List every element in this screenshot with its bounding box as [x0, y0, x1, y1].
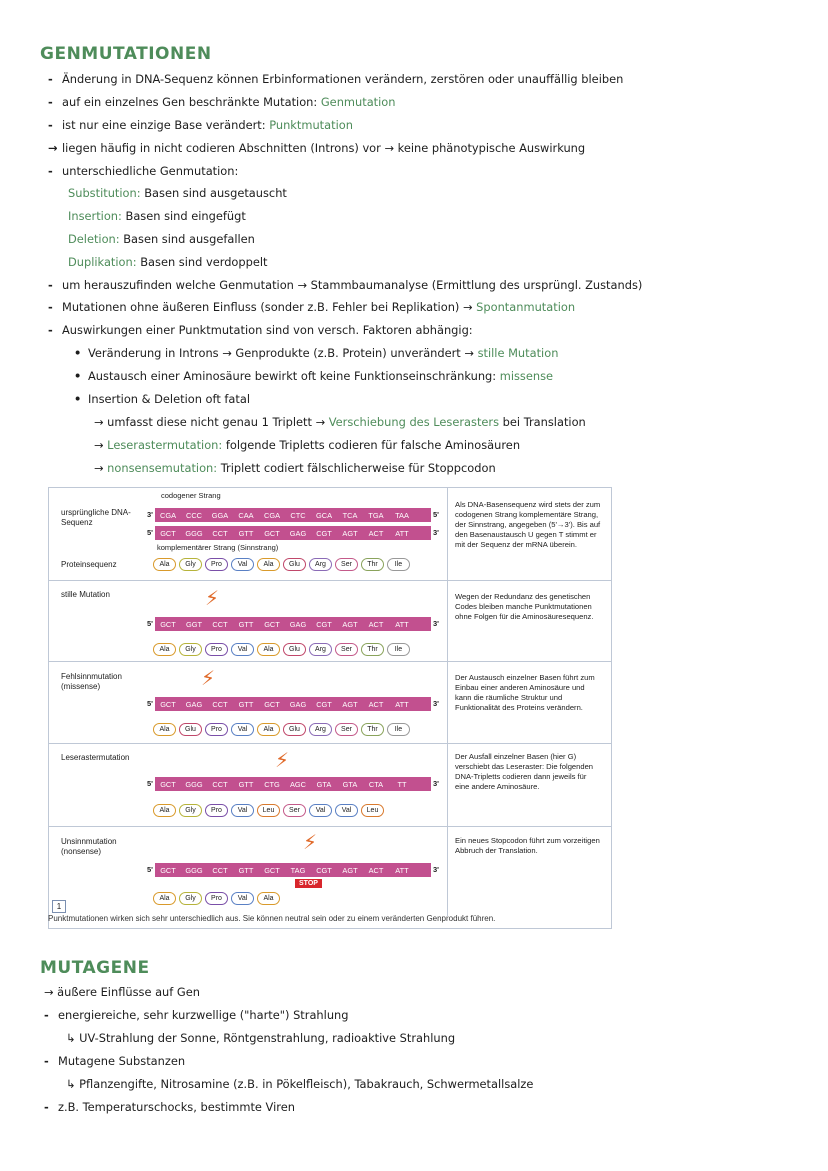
amino-acid: Ala — [153, 558, 176, 571]
note-line: - Mutagene Substanzen — [44, 1054, 186, 1068]
codon: AGT — [342, 619, 358, 629]
lightning-icon: ⚡ — [275, 748, 290, 772]
codon: GTT — [238, 619, 254, 629]
amino-acid-sequence — [153, 643, 413, 656]
amino-acid: Gly — [179, 643, 202, 656]
sense-strand — [155, 777, 431, 791]
codon: GAG — [289, 699, 307, 709]
mutation-type: Duplikation: Basen sind verdoppelt — [68, 255, 268, 269]
bullet-line: • Insertion & Deletion oft fatal — [74, 392, 251, 406]
codon: GCT — [160, 619, 176, 629]
amino-acid: Ala — [153, 892, 176, 905]
amino-acid: Ala — [257, 723, 280, 736]
note-line: ↳ Pflanzengifte, Nitrosamine (z.B. in Pökelfleisch), Tabakrauch, Schwermetallsalze — [66, 1077, 534, 1091]
codon: CCT — [212, 528, 228, 538]
figure-number: 1 — [52, 900, 66, 913]
prime-label: 5' — [147, 619, 153, 628]
amino-acid: Glu — [283, 723, 306, 736]
amino-acid: Val — [335, 804, 358, 817]
row-label-frameshift: Leserastermutation — [61, 753, 130, 762]
codon: AGT — [342, 865, 358, 875]
note-line: - um herauszufinden welche Genmutation → Stammbaumanalyse (Ermittlung des ursprüngl. Zustands) — [48, 278, 643, 292]
row-label-protein: Proteinsequenz — [61, 560, 117, 569]
amino-acid-sequence — [153, 804, 387, 817]
amino-acid: Thr — [361, 643, 384, 656]
note-line: - auf ein einzelnes Gen beschränkte Mutation: Genmutation — [48, 95, 396, 109]
note-line: → äußere Einflüsse auf Gen — [44, 985, 200, 999]
codon: TAG — [290, 865, 306, 875]
codon: ACT — [368, 619, 384, 629]
amino-acid: Leu — [257, 804, 280, 817]
codon: GCT — [160, 779, 176, 789]
row-label-silent: stille Mutation — [61, 590, 110, 599]
codon: GAG — [289, 528, 307, 538]
codon: CCT — [212, 699, 228, 709]
note-line: → liegen häufig in nicht codieren Abschnitten (Introns) vor → keine phänotypische Auswirkung — [48, 141, 586, 155]
amino-acid: Val — [231, 892, 254, 905]
codon: CCT — [212, 865, 228, 875]
codon: CTA — [368, 779, 384, 789]
prime-label: 5' — [147, 865, 153, 874]
prime-label: 5' — [147, 779, 153, 788]
codon: GAG — [185, 699, 203, 709]
codon: GTA — [316, 779, 332, 789]
codon: GGG — [185, 779, 203, 789]
amino-acid: Pro — [205, 558, 228, 571]
note-line: - unterschiedliche Genmutation: — [48, 164, 239, 178]
codon: ATT — [395, 528, 409, 538]
note-line: - Änderung in DNA-Sequenz können Erbinformationen verändern, zerstören oder unauffällig bleiben — [48, 72, 624, 86]
sense-strand — [155, 617, 431, 631]
codon: ATT — [395, 865, 409, 875]
note-line: - ist nur eine einzige Base verändert: Punktmutation — [48, 118, 353, 132]
amino-acid-sequence — [153, 723, 413, 736]
arrow-line: → umfasst diese nicht genau 1 Triplett → Verschiebung des Leserasters bei Translation — [94, 415, 586, 429]
codon: CCC — [185, 510, 202, 520]
amino-acid: Ala — [257, 643, 280, 656]
divider — [447, 488, 448, 916]
amino-acid: Ile — [387, 723, 410, 736]
codon: GCT — [160, 699, 176, 709]
description: Der Austausch einzelner Basen führt zum Einbau einer anderen Aminosäure und kann die räumliche Struktur und Funktionalität des Proteins verändern. — [455, 673, 595, 712]
codon: CGT — [316, 619, 332, 629]
amino-acid: Ser — [335, 723, 358, 736]
note-line: - Auswirkungen einer Punktmutation sind von versch. Faktoren abhängig: — [48, 323, 473, 337]
codon: GTT — [238, 528, 254, 538]
codon: ACT — [368, 699, 384, 709]
prime-label: 3' — [147, 510, 153, 519]
lightning-icon: ⚡ — [201, 666, 216, 690]
codon: GTT — [238, 699, 254, 709]
codon: ACT — [368, 528, 384, 538]
amino-acid: Thr — [361, 723, 384, 736]
codon: CTC — [290, 510, 306, 520]
mutation-type: Substitution: Basen sind ausgetauscht — [68, 186, 287, 200]
amino-acid: Ala — [153, 643, 176, 656]
codon: AGC — [289, 779, 306, 789]
codon: GCT — [264, 619, 280, 629]
codon: GCT — [160, 528, 176, 538]
bullet-line: • Veränderung in Introns → Genprodukte (z.B. Protein) unverändert → stille Mutation — [74, 346, 559, 360]
amino-acid: Pro — [205, 892, 228, 905]
lightning-icon: ⚡ — [205, 586, 220, 610]
amino-acid: Ser — [283, 804, 306, 817]
codon: GCT — [160, 865, 176, 875]
note-line: - z.B. Temperaturschocks, bestimmte Viren — [44, 1100, 295, 1114]
note-line: ↳ UV-Strahlung der Sonne, Röntgenstrahlung, radioaktive Strahlung — [66, 1031, 456, 1045]
amino-acid: Val — [309, 804, 332, 817]
mutation-type: Insertion: Basen sind eingefügt — [68, 209, 246, 223]
amino-acid: Val — [231, 558, 254, 571]
row-label-original: ursprüngliche DNA-Sequenz — [61, 508, 131, 527]
section-title-mutagene: MUTAGENE — [40, 958, 150, 978]
amino-acid: Val — [231, 643, 254, 656]
prime-label: 5' — [147, 528, 153, 537]
codon: GAG — [289, 619, 307, 629]
description: Wegen der Redundanz des genetischen Codes bleiben manche Punktmutationen ohne Folgen für die Aminosäuresequenz. — [455, 592, 594, 621]
point-mutation-figure — [48, 487, 612, 929]
codon: GCA — [315, 510, 332, 520]
codon: GGA — [211, 510, 229, 520]
amino-acid: Leu — [361, 804, 384, 817]
komp-label: komplementärer Strang (Sinnstrang) — [157, 543, 279, 552]
amino-acid: Ile — [387, 558, 410, 571]
codogen-strand — [155, 508, 431, 522]
amino-acid: Pro — [205, 804, 228, 817]
prime-label: 3' — [433, 865, 439, 874]
amino-acid: Arg — [309, 643, 332, 656]
codon: CGT — [316, 699, 332, 709]
prime-label: 5' — [147, 699, 153, 708]
figure-caption: Punktmutationen wirken sich sehr unterschiedlich aus. Sie können neutral sein oder zu einem veränderten Genprodukt führen. — [48, 914, 496, 923]
amino-acid: Arg — [309, 723, 332, 736]
amino-acid: Glu — [179, 723, 202, 736]
codon: GTT — [238, 865, 254, 875]
note-line: - energiereiche, sehr kurzwellige ("harte") Strahlung — [44, 1008, 349, 1022]
codon: CGA — [159, 510, 176, 520]
codon: ACT — [368, 865, 384, 875]
codon: TGA — [368, 510, 384, 520]
amino-acid: Ser — [335, 558, 358, 571]
codon: CGT — [316, 528, 332, 538]
section-title-genmutationen: GENMUTATIONEN — [40, 44, 212, 64]
sense-strand — [155, 526, 431, 540]
amino-acid: Pro — [205, 723, 228, 736]
codon: ATT — [395, 699, 409, 709]
arrow-line: → nonsensemutation: Triplett codiert fälschlicherweise für Stoppcodon — [94, 461, 496, 475]
prime-label: 3' — [433, 699, 439, 708]
row-label-missense: Fehlsinnmutation (missense) — [61, 672, 122, 691]
amino-acid: Ser — [335, 643, 358, 656]
amino-acid: Ala — [257, 892, 280, 905]
mutation-type: Deletion: Basen sind ausgefallen — [68, 232, 255, 246]
codon: CCT — [212, 779, 228, 789]
codon: GCT — [264, 865, 280, 875]
amino-acid: Glu — [283, 643, 306, 656]
codon: AGT — [342, 528, 358, 538]
codon: GGG — [185, 865, 203, 875]
codon: AGT — [342, 699, 358, 709]
codon: CGT — [316, 865, 332, 875]
amino-acid: Gly — [179, 558, 202, 571]
codon: CGA — [263, 510, 280, 520]
codon: CAA — [238, 510, 254, 520]
codon: TT — [397, 779, 407, 789]
codon: TCA — [342, 510, 358, 520]
row-label-nonsense: Unsinnmutation (nonsense) — [61, 837, 117, 856]
arrow-line: → Leserastermutation: folgende Tripletts codieren für falsche Aminosäuren — [94, 438, 521, 452]
codogen-label: codogener Strang — [161, 491, 221, 500]
prime-label: 3' — [433, 528, 439, 537]
amino-acid: Arg — [309, 558, 332, 571]
bullet-line: • Austausch einer Aminosäure bewirkt oft keine Funktionseinschränkung: missense — [74, 369, 554, 383]
codon: CCT — [212, 619, 228, 629]
amino-acid: Pro — [205, 643, 228, 656]
amino-acid: Val — [231, 804, 254, 817]
codon: ATT — [395, 619, 409, 629]
amino-acid-sequence — [153, 892, 283, 905]
description: Ein neues Stopcodon führt zum vorzeitigen Abbruch der Translation. — [455, 836, 600, 855]
description: Als DNA-Basensequenz wird stets der zum codogenen Strang komplementäre Strang, der Sinnstrang, angegeben (5'→3'). Bis auf den Basenaustausch U gegen T stimmt er mit der Sequenz der mRNA überein. — [455, 500, 601, 549]
prime-label: 3' — [433, 619, 439, 628]
stop-badge: STOP — [295, 879, 322, 888]
amino-acid: Gly — [179, 892, 202, 905]
note-line: - Mutationen ohne äußeren Einfluss (sonder z.B. Fehler bei Replikation) → Spontanmutation — [48, 300, 576, 314]
codon: GGT — [185, 619, 202, 629]
prime-label: 5' — [433, 510, 439, 519]
lightning-icon: ⚡ — [303, 830, 318, 854]
sense-strand — [155, 863, 431, 877]
amino-acid: Ala — [153, 804, 176, 817]
sense-strand — [155, 697, 431, 711]
amino-acid: Ile — [387, 643, 410, 656]
codon: GGG — [185, 528, 203, 538]
codon: GCT — [264, 699, 280, 709]
amino-acid: Ala — [153, 723, 176, 736]
codon: CTG — [264, 779, 280, 789]
description: Der Ausfall einzelner Basen (hier G) verschiebt das Leseraster: Die folgenden DNA-Tripletts codieren dann jeweils für eine andere Aminosäure. — [455, 752, 594, 791]
amino-acid: Glu — [283, 558, 306, 571]
codon: TAA — [395, 510, 409, 520]
amino-acid: Gly — [179, 804, 202, 817]
codon: GTA — [342, 779, 358, 789]
amino-acid: Ala — [257, 558, 280, 571]
amino-acid: Thr — [361, 558, 384, 571]
codon: GCT — [264, 528, 280, 538]
amino-acid: Val — [231, 723, 254, 736]
prime-label: 3' — [433, 779, 439, 788]
codon: GTT — [238, 779, 254, 789]
amino-acid-sequence — [153, 558, 413, 571]
